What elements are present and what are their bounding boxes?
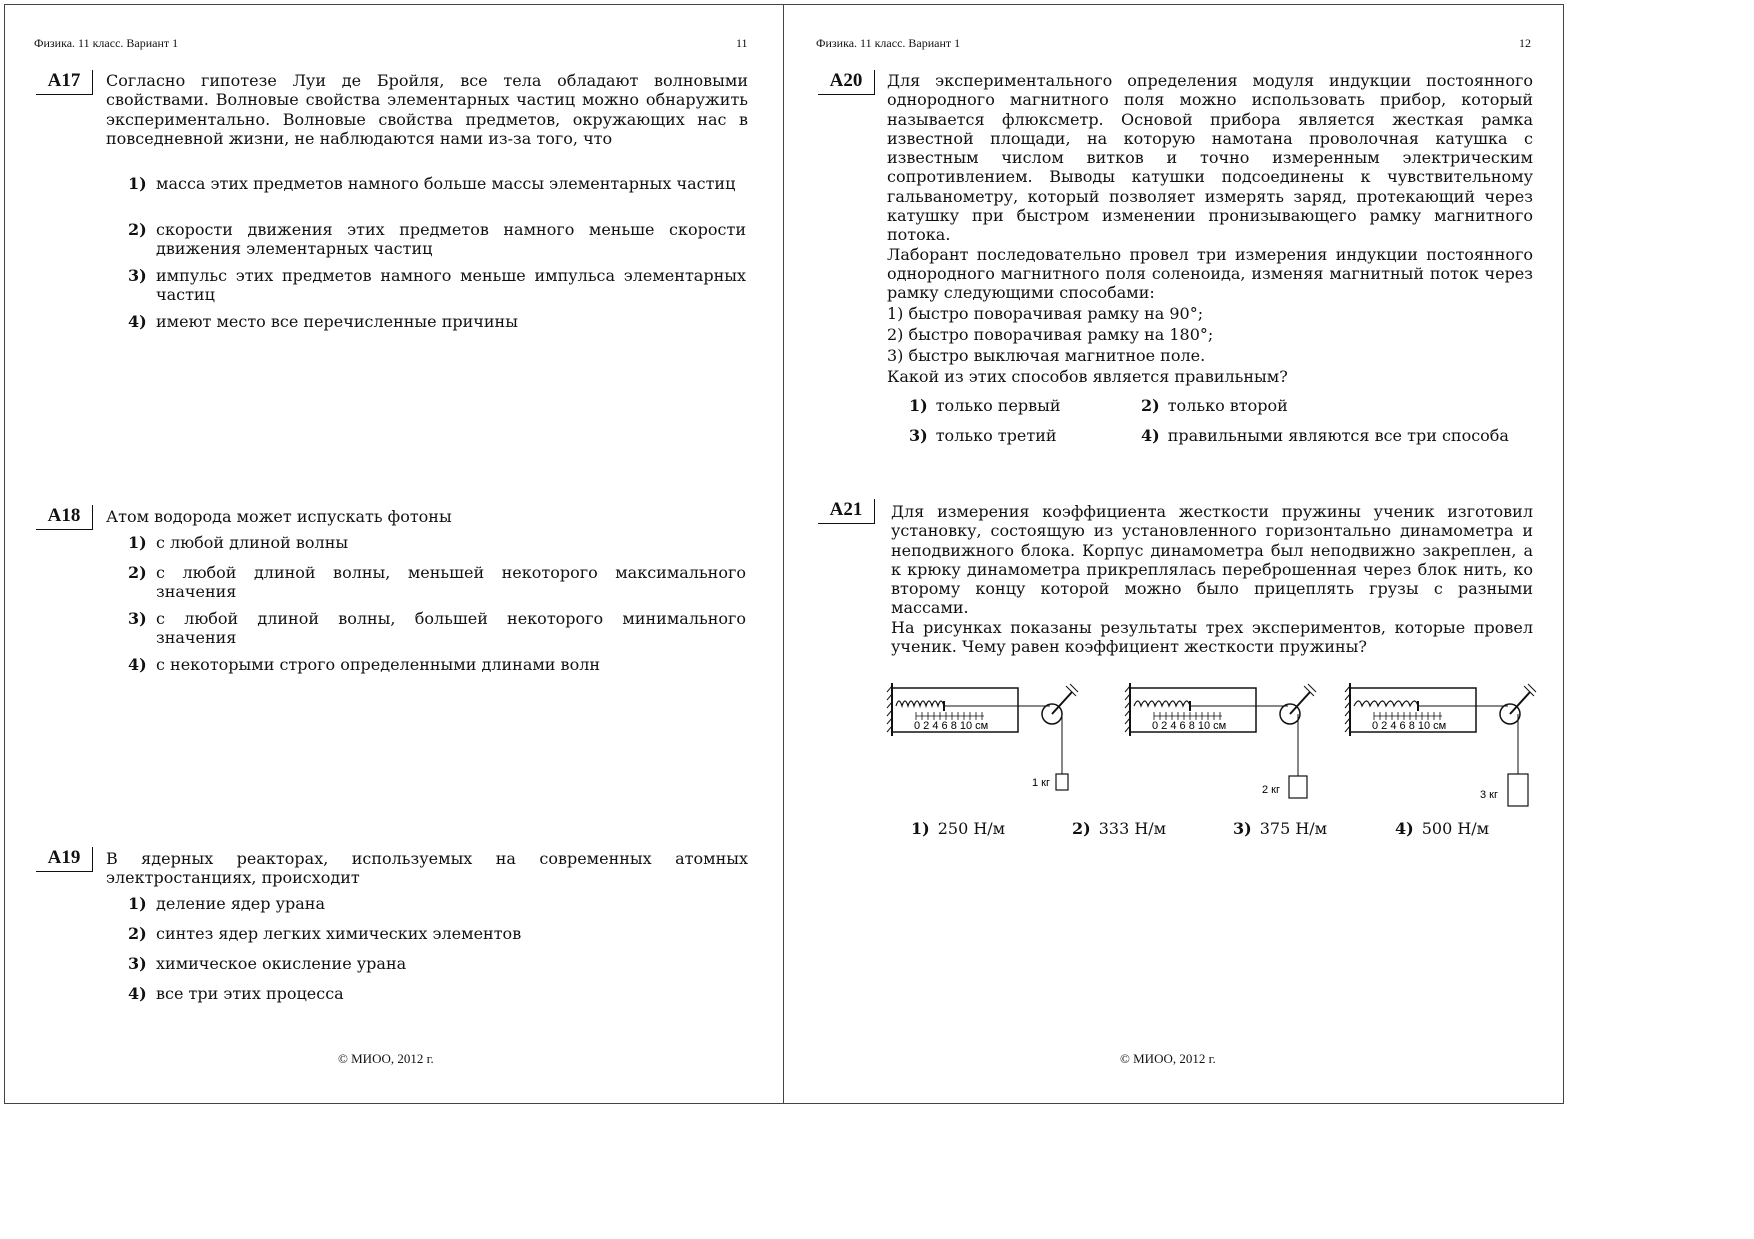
scale-label-2: 0 2 4 6 8 10 см bbox=[1152, 720, 1227, 732]
a20-option-4-text: правильными являются все три способа bbox=[1167, 426, 1509, 445]
a19-option-3-num: 3) bbox=[128, 954, 147, 973]
question-a19-stem bbox=[106, 849, 748, 888]
left-footer: © МИОО, 2012 г. bbox=[338, 1051, 434, 1066]
a17-option-2 bbox=[128, 220, 746, 259]
a20-option-1 bbox=[909, 396, 1061, 415]
a17-option-4-num: 4) bbox=[128, 312, 147, 331]
a18-option-2 bbox=[128, 563, 746, 602]
mass-label-3: 3 кг bbox=[1480, 789, 1498, 801]
a19-option-3 bbox=[128, 954, 746, 973]
a17-option-4 bbox=[128, 312, 746, 331]
a19-option-2 bbox=[128, 924, 746, 943]
a20-option-1-num: 1) bbox=[909, 396, 928, 415]
a20-option-1-text: только первый bbox=[935, 396, 1061, 415]
left-page-number: 11 bbox=[736, 36, 748, 50]
a21-option-3-text: 375 Н/м bbox=[1259, 819, 1328, 838]
a18-option-4 bbox=[128, 655, 746, 674]
a21-option-4 bbox=[1395, 819, 1489, 838]
scale-label-3: 0 2 4 6 8 10 см bbox=[1372, 720, 1447, 732]
a19-option-2-text: синтез ядер легких химических элементов bbox=[156, 924, 522, 943]
a19-option-3-text: химическое окисление урана bbox=[156, 954, 407, 973]
a20-option-3 bbox=[909, 426, 1057, 445]
a21-figure bbox=[886, 678, 1546, 808]
a17-option-1 bbox=[128, 174, 746, 193]
question-a19-stem-text: В ядерных реакторах, используемых на современных атомных электростанциях, происходит bbox=[106, 849, 748, 888]
a18-option-2-text: с любой длиной волны, меньшей некоторого максимального значения bbox=[156, 563, 746, 602]
a21-option-2 bbox=[1072, 819, 1166, 838]
weight-icon bbox=[1289, 776, 1307, 798]
spring-icon bbox=[1134, 701, 1190, 706]
right-header-title: Физика. 11 класс. Вариант 1 bbox=[816, 36, 961, 50]
question-label-a17: А17 bbox=[36, 70, 93, 95]
a20-question: Какой из этих способов является правильным? bbox=[887, 366, 1288, 386]
question-label-a19: А19 bbox=[36, 847, 93, 872]
a19-option-4-num: 4) bbox=[128, 984, 147, 1003]
left-header-title: Физика. 11 класс. Вариант 1 bbox=[34, 36, 179, 50]
a19-option-1-text: деление ядер урана bbox=[156, 894, 325, 913]
a19-option-2-num: 2) bbox=[128, 924, 147, 943]
a18-option-3 bbox=[128, 609, 746, 648]
a18-option-2-num: 2) bbox=[128, 563, 147, 582]
question-a17-stem bbox=[106, 71, 748, 148]
question-label-a21: А21 bbox=[818, 499, 875, 524]
a21-stem-paragraph-1: Для измерения коэффициента жесткости пружины ученик изготовил установку, состоящую из установленного горизонтально динамометра и неподвижного блока. Корпус динамометра был неподвижно закреплен, а к крюку динамометра прикреплялась переброшенная через блок нить, ко второму концу которой можно было прицеплять грузы с разными массами. bbox=[891, 502, 1533, 618]
mass-label-1: 1 кг bbox=[1032, 777, 1050, 789]
a20-option-3-num: 3) bbox=[909, 426, 928, 445]
a21-option-1-num: 1) bbox=[911, 819, 930, 838]
a21-option-1-text: 250 Н/м bbox=[937, 819, 1006, 838]
a17-option-2-text: скорости движения этих предметов намного меньше скорости движения элементарных частиц bbox=[156, 220, 746, 259]
spring-icon bbox=[896, 701, 944, 706]
a20-option-2-text: только второй bbox=[1167, 396, 1288, 415]
a20-option-4 bbox=[1141, 426, 1509, 445]
a20-stem-paragraph-2: Лаборант последовательно провел три измерения индукции постоянного однородного магнитного поля соленоида, изменяя магнитный поток через рамку следующими способами: bbox=[887, 244, 1533, 303]
experiment-2 bbox=[1125, 683, 1316, 798]
spring-icon bbox=[1354, 701, 1418, 706]
a19-option-1-num: 1) bbox=[128, 894, 147, 913]
question-label-a18: А18 bbox=[36, 505, 93, 530]
a19-option-4 bbox=[128, 984, 746, 1003]
a17-option-2-num: 2) bbox=[128, 220, 147, 239]
a21-option-2-num: 2) bbox=[1072, 819, 1091, 838]
weight-icon bbox=[1056, 774, 1068, 790]
a17-option-1-num: 1) bbox=[128, 174, 147, 193]
a17-option-3-num: 3) bbox=[128, 266, 147, 285]
a18-option-4-num: 4) bbox=[128, 655, 147, 674]
a18-option-3-num: 3) bbox=[128, 609, 147, 628]
experiment-1 bbox=[887, 683, 1078, 790]
page-divider bbox=[783, 4, 784, 1103]
a20-option-4-num: 4) bbox=[1141, 426, 1160, 445]
a17-option-1-text: масса этих предметов намного больше массы элементарных частиц bbox=[156, 174, 736, 193]
question-label-a20: А20 bbox=[818, 70, 875, 95]
a21-stem-paragraph-2: На рисунках показаны результаты трех экспериментов, которые провел ученик. Чему равен коэффициент жесткости пружины? bbox=[891, 617, 1533, 657]
a20-option-2 bbox=[1141, 396, 1288, 415]
a18-option-1 bbox=[128, 533, 746, 552]
a21-option-2-text: 333 Н/м bbox=[1098, 819, 1167, 838]
weight-icon bbox=[1508, 774, 1528, 806]
a20-method-2: 2) быстро поворачивая рамку на 180°; bbox=[887, 324, 1214, 344]
scale-label-1: 0 2 4 6 8 10 см bbox=[914, 720, 989, 732]
a19-option-4-text: все три этих процесса bbox=[156, 984, 344, 1003]
a18-option-1-num: 1) bbox=[128, 533, 147, 552]
a20-stem-paragraph-1: Для экспериментального определения модуля индукции постоянного однородного магнитного поля можно использовать прибор, который называется флюксметр. Основой прибора является жесткая рамка известной площади, на которую намотана проволочная катушка с известным числом витков и точно измеренным электрическим сопротивлением. Выводы катушки подсоединены к чувствительному гальванометру, который позволяет измерять заряд, протекающий через катушку при быстром изменении пронизывающего рамку магнитного потока. bbox=[887, 71, 1533, 245]
question-a18-stem bbox=[106, 507, 748, 526]
a17-option-4-text: имеют место все перечисленные причины bbox=[156, 312, 518, 331]
question-a18-stem-text: Атом водорода может испускать фотоны bbox=[106, 507, 452, 526]
right-page-number: 12 bbox=[1519, 36, 1531, 50]
a18-option-3-text: с любой длиной волны, большей некоторого минимального значения bbox=[156, 609, 746, 648]
a21-option-4-text: 500 Н/м bbox=[1421, 819, 1490, 838]
a21-option-1 bbox=[911, 819, 1005, 838]
experiment-3 bbox=[1345, 683, 1536, 806]
a17-option-3-text: импульс этих предметов намного меньше импульса элементарных частиц bbox=[156, 266, 746, 305]
a19-option-1 bbox=[128, 894, 746, 913]
question-a20-stem bbox=[887, 71, 1533, 387]
a20-method-1: 1) быстро поворачивая рамку на 90°; bbox=[887, 303, 1204, 323]
a20-method-3: 3) быстро выключая магнитное поле. bbox=[887, 345, 1206, 365]
a21-option-3-num: 3) bbox=[1233, 819, 1252, 838]
a17-option-3 bbox=[128, 266, 746, 305]
right-footer: © МИОО, 2012 г. bbox=[1120, 1051, 1216, 1066]
a20-option-3-text: только третий bbox=[935, 426, 1057, 445]
a18-option-1-text: с любой длиной волны bbox=[156, 533, 349, 552]
a20-option-2-num: 2) bbox=[1141, 396, 1160, 415]
mass-label-2: 2 кг bbox=[1262, 784, 1280, 796]
question-a17-stem-text: Согласно гипотезе Луи де Бройля, все тела обладают волновыми свойствами. Волновые свойства элементарных частиц можно обнаружить экспериментально. Волновые свойства предметов, окружающих нас в повседневной жизни, не наблюдаются нами из-за того, что bbox=[106, 71, 748, 148]
question-a21-stem bbox=[891, 502, 1533, 656]
a21-option-3 bbox=[1233, 819, 1327, 838]
a21-option-4-num: 4) bbox=[1395, 819, 1414, 838]
a18-option-4-text: с некоторыми строго определенными длинами волн bbox=[156, 655, 601, 674]
